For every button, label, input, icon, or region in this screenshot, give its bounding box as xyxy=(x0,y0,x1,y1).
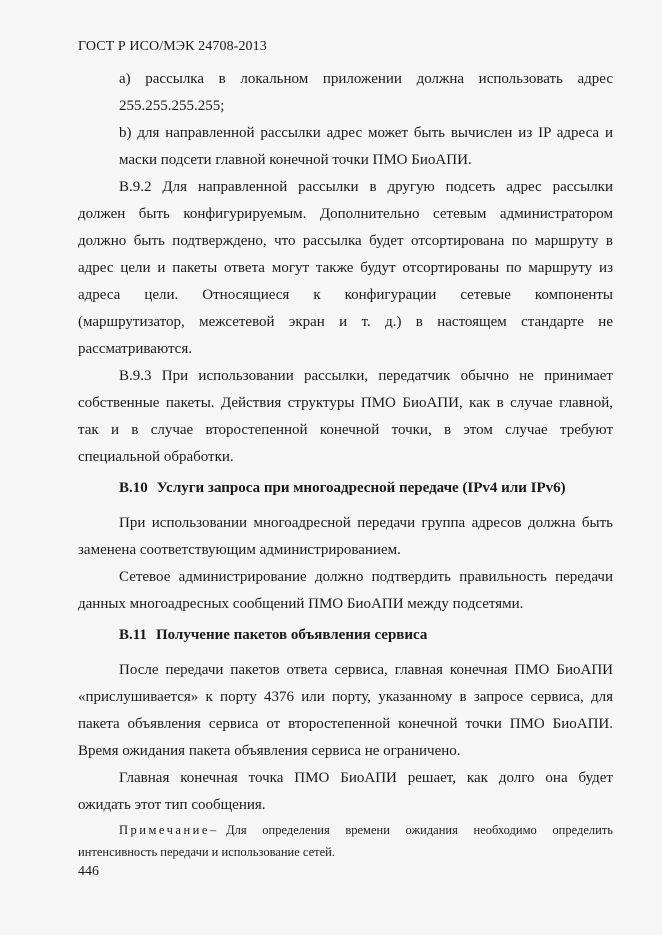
section-title: Услуги запроса при многоадресной передаче (IPv4 или IPv6) xyxy=(156,480,566,496)
paragraph-b93-line: специальной обработки. xyxy=(78,449,234,465)
note-label: Примечание xyxy=(119,823,210,837)
note-line-2: интенсивность передачи и использование сетей. xyxy=(78,845,335,859)
paragraph-b92-line: (маршрутизатор, межсетевой экран и т. д.) в настоящем стандарте не xyxy=(78,314,613,330)
list-item-b-line-1: b) для направленной рассылки адрес может быть вычислен из IP адреса и xyxy=(119,125,613,141)
paragraph-b92-line: адрес цели и пакеты ответа могут также будут отсортированы по маршруту из xyxy=(78,260,613,276)
paragraph-b92-line: В.9.2 Для направленной рассылки в другую подсеть адрес рассылки xyxy=(119,179,613,195)
paragraph-b10-1-line: заменена соответствующим администрированием. xyxy=(78,542,401,558)
note-line-1 xyxy=(119,822,613,838)
list-item-b-line-2: маски подсети главной конечной точки ПМО БиоАПИ. xyxy=(119,152,472,168)
paragraph-b92-line: должен быть конфигурируемым. Дополнительно сетевым администратором xyxy=(78,206,613,222)
paragraph-b11-1-line: Время ожидания пакета объявления сервиса не ограничено. xyxy=(78,743,461,759)
paragraph-b11-1-line: После передачи пакетов ответа сервиса, главная конечная ПМО БиоАПИ xyxy=(119,662,613,678)
paragraph-b10-2-line: Сетевое администрирование должно подтвердить правильность передачи xyxy=(119,569,613,585)
paragraph-b11-1-line: пакета объявления сервиса от второстепенной конечной точки ПМО БиоАПИ. xyxy=(78,716,613,732)
list-item-a-line-1: а) рассылка в локальном приложении должна использовать адрес xyxy=(119,71,613,87)
paragraph-b11-2-line: ожидать этот тип сообщения. xyxy=(78,797,266,813)
paragraph-b93-line: собственные пакеты. Действия структуры ПМО БиоАПИ, как в случае главной, xyxy=(78,395,613,411)
paragraph-b11-1-line: «прислушивается» к порту 4376 или порту, указанному в запросе сервиса, для xyxy=(78,689,613,705)
section-number: В.11 xyxy=(119,627,147,643)
paragraph-b92-line: должно быть подтверждено, что рассылка будет отсортирована по маршруту в xyxy=(78,233,613,249)
paragraph-b93-line: так и в случае второстепенной конечной точки, в этом случае требуют xyxy=(78,422,613,438)
paragraph-b93-line: В.9.3 При использовании рассылки, передатчик обычно не принимает xyxy=(119,368,613,384)
paragraph-b10-2-line: данных многоадресных сообщений ПМО БиоАПИ между подсетями. xyxy=(78,596,524,612)
section-heading-b11 xyxy=(119,627,427,644)
paragraph-b11-2-line: Главная конечная точка ПМО БиоАПИ решает, как долго она будет xyxy=(119,770,613,786)
note-text: Для определения времени ожидания необходимо определить xyxy=(226,823,613,837)
section-title: Получение пакетов объявления сервиса xyxy=(155,627,428,643)
section-heading-b10 xyxy=(119,480,566,497)
paragraph-b10-1-line: При использовании многоадресной передачи группа адресов должна быть xyxy=(119,515,613,531)
section-number: В.10 xyxy=(119,480,148,496)
paragraph-b92-line: адреса цели. Относящиеся к конфигурации сетевые компоненты xyxy=(78,287,613,303)
paragraph-b92-line: рассматриваются. xyxy=(78,341,192,357)
page-number: 446 xyxy=(78,864,99,879)
document-header: ГОСТ Р ИСО/МЭК 24708-2013 xyxy=(78,39,267,54)
note-dash: – xyxy=(209,823,217,837)
list-item-a-line-2: 255.255.255.255; xyxy=(119,98,225,114)
